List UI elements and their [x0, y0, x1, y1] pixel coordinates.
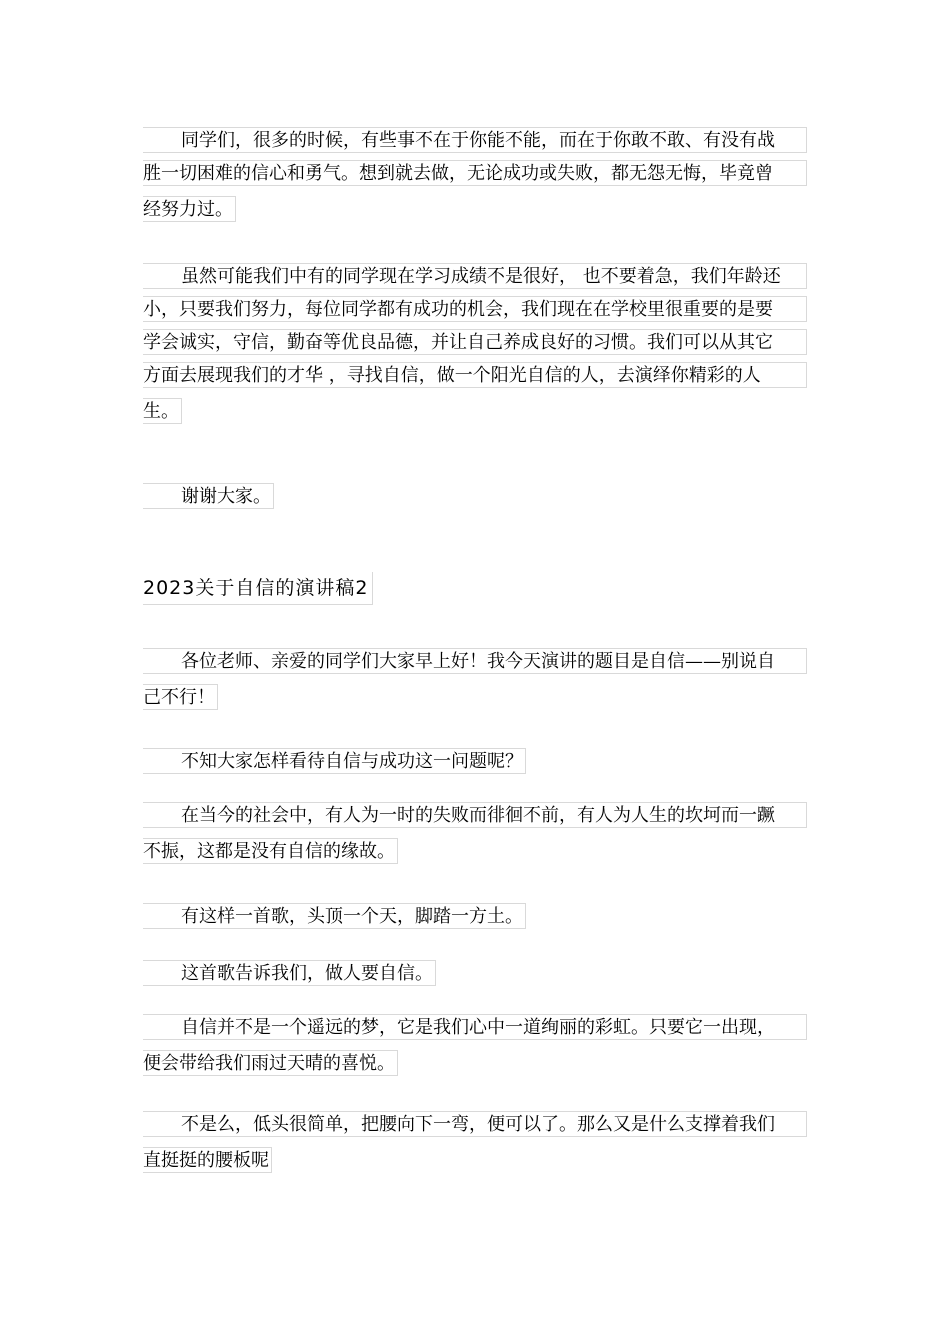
text-line: 各位老师、亲爱的同学们大家早上好！我今天演讲的题目是自信——别说自	[143, 648, 807, 674]
paragraph-backbone	[143, 1111, 807, 1180]
text-line: 有这样一首歌，头顶一个天，脚踏一方土。	[143, 903, 526, 929]
text-line: 虽然可能我们中有的同学现在学习成绩不是很好， 也不要着急，我们年龄还	[143, 263, 807, 289]
section-heading: 2023关于自信的演讲稿2	[143, 572, 373, 605]
paragraph-song-meaning	[143, 957, 807, 993]
paragraph-song	[143, 900, 807, 936]
text-line: 自信并不是一个遥远的梦，它是我们心中一道绚丽的彩虹。只要它一出现，	[143, 1014, 807, 1040]
paragraph-question	[143, 745, 807, 781]
text-line: 在当今的社会中，有人为一时的失败而徘徊不前，有人为人生的坎坷而一蹶	[143, 802, 807, 828]
text-line: 胜一切困难的信心和勇气。想到就去做，无论成功或失败，都无怨无悔，毕竟曾	[143, 160, 807, 186]
paragraph-rainbow	[143, 1014, 807, 1083]
text-line: 小，只要我们努力，每位同学都有成功的机会，我们现在在学校里很重要的是要	[143, 296, 807, 322]
text-line: 生。	[143, 398, 182, 424]
text-line: 便会带给我们雨过天晴的喜悦。	[143, 1050, 398, 1076]
text-line: 同学们，很多的时候，有些事不在于你能不能，而在于你敢不敢、有没有战	[143, 127, 807, 153]
text-line: 不知大家怎样看待自信与成功这一问题呢？	[143, 748, 526, 774]
text-line: 不是么，低头很简单，把腰向下一弯，便可以了。那么又是什么支撑着我们	[143, 1111, 807, 1137]
text-line: 谢谢大家。	[143, 483, 274, 509]
text-line: 己不行！	[143, 684, 218, 710]
paragraph-encouragement	[143, 263, 807, 431]
text-line: 学会诚实，守信，勤奋等优良品德，并让自己养成良好的习惯。我们可以从其它	[143, 329, 807, 355]
text-line: 方面去展现我们的才华 ，寻找自信，做一个阳光自信的人，去演绎你精彩的人	[143, 362, 807, 388]
text-line: 经努力过。	[143, 196, 236, 222]
paragraph-thanks	[143, 480, 807, 516]
paragraph-greeting	[143, 648, 807, 717]
text-line: 直挺挺的腰板呢	[143, 1147, 272, 1173]
text-line: 这首歌告诉我们，做人要自信。	[143, 960, 436, 986]
paragraph-effort	[143, 127, 807, 229]
paragraph-society	[143, 802, 807, 871]
text-line: 不振，这都是没有自信的缘故。	[143, 838, 398, 864]
